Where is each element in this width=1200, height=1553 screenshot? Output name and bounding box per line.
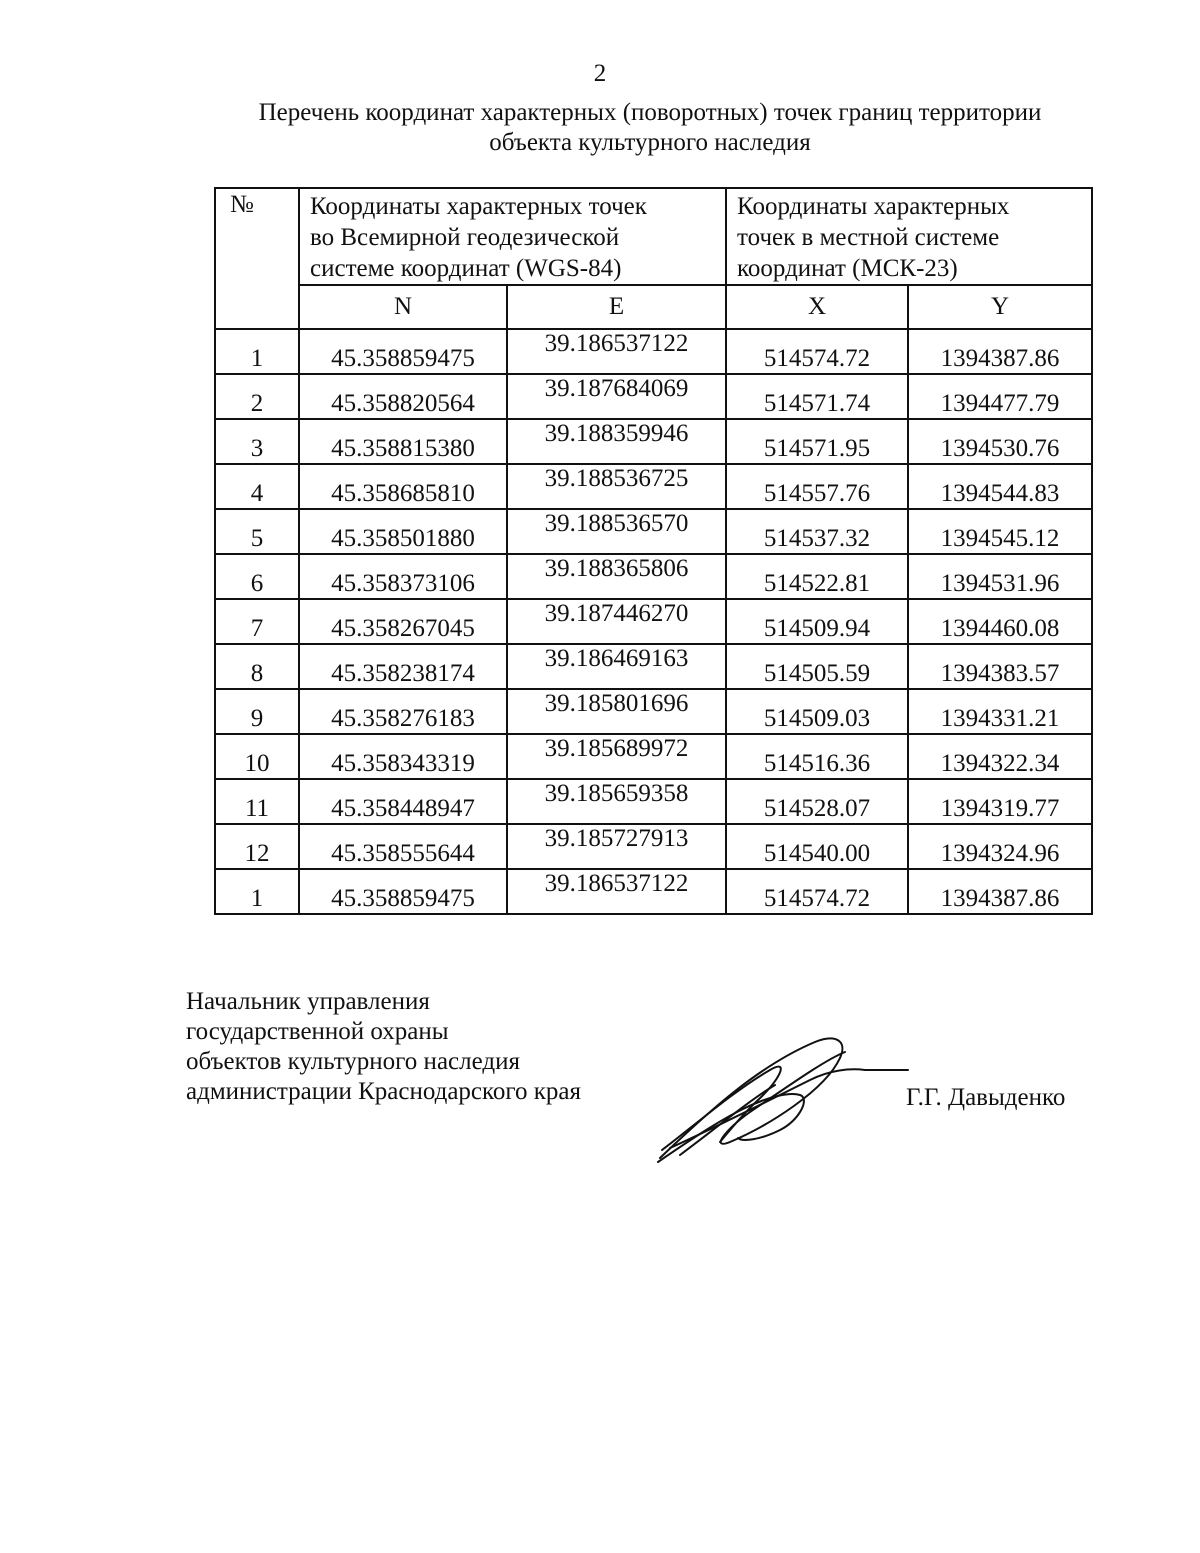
cell-latitude: 45.358685810 <box>299 464 507 509</box>
cell-point-number: 3 <box>215 419 299 464</box>
cell-longitude: 39.187446270 <box>507 599 726 644</box>
cell-latitude: 45.358859475 <box>299 329 507 374</box>
cell-longitude: 39.187684069 <box>507 374 726 419</box>
cell-x: 514557.76 <box>726 464 908 509</box>
cell-y: 1394460.08 <box>908 599 1092 644</box>
cell-longitude: 39.186537122 <box>507 869 726 914</box>
cell-point-number: 11 <box>215 779 299 824</box>
cell-point-number: 2 <box>215 374 299 419</box>
cell-longitude: 39.185689972 <box>507 734 726 779</box>
cell-x: 514574.72 <box>726 329 908 374</box>
cell-x: 514509.03 <box>726 689 908 734</box>
cell-x: 514509.94 <box>726 599 908 644</box>
cell-x: 514537.32 <box>726 509 908 554</box>
header-msk23-line: точек в местной системе <box>737 224 1000 251</box>
header-x: X <box>726 285 908 329</box>
table-row <box>215 554 1092 599</box>
table-body <box>215 329 1092 914</box>
signatory-line: администрации Краснодарского края <box>186 1078 582 1105</box>
table-row <box>215 734 1092 779</box>
cell-point-number: 12 <box>215 824 299 869</box>
handwritten-signature <box>650 1030 910 1170</box>
header-msk23-line: координат (МСК-23) <box>737 255 958 282</box>
header-e: E <box>507 285 726 329</box>
cell-point-number: 8 <box>215 644 299 689</box>
cell-y: 1394319.77 <box>908 779 1092 824</box>
table-row <box>215 779 1092 824</box>
cell-y: 1394545.12 <box>908 509 1092 554</box>
cell-x: 514516.36 <box>726 734 908 779</box>
page-number: 2 <box>593 60 607 87</box>
cell-point-number: 7 <box>215 599 299 644</box>
cell-x: 514522.81 <box>726 554 908 599</box>
cell-point-number: 10 <box>215 734 299 779</box>
signatory-position <box>186 987 581 1107</box>
signatory-name: Г.Г. Давыденко <box>906 1084 1066 1111</box>
cell-latitude: 45.358820564 <box>299 374 507 419</box>
cell-point-number: 5 <box>215 509 299 554</box>
header-wgs84-line: Координаты характерных точек <box>310 193 647 220</box>
cell-y: 1394544.83 <box>908 464 1092 509</box>
cell-longitude: 39.186537122 <box>507 329 726 374</box>
cell-longitude: 39.186469163 <box>507 644 726 689</box>
cell-longitude: 39.188365806 <box>507 554 726 599</box>
signatory-line: Начальник управления <box>186 988 430 1015</box>
coordinates-table <box>214 187 1093 915</box>
header-n: N <box>299 285 507 329</box>
cell-x: 514528.07 <box>726 779 908 824</box>
cell-latitude: 45.358555644 <box>299 824 507 869</box>
cell-point-number: 4 <box>215 464 299 509</box>
cell-y: 1394387.86 <box>908 869 1092 914</box>
header-msk23-line: Координаты характерных <box>737 193 1010 220</box>
table-row <box>215 869 1092 914</box>
cell-longitude: 39.188536570 <box>507 509 726 554</box>
header-number: № <box>215 188 299 329</box>
header-msk23 <box>726 188 1092 285</box>
cell-latitude: 45.358238174 <box>299 644 507 689</box>
cell-latitude: 45.358501880 <box>299 509 507 554</box>
cell-longitude: 39.188359946 <box>507 419 726 464</box>
cell-longitude: 39.185727913 <box>507 824 726 869</box>
cell-latitude: 45.358276183 <box>299 689 507 734</box>
cell-y: 1394331.21 <box>908 689 1092 734</box>
table-row <box>215 419 1092 464</box>
cell-x: 514574.72 <box>726 869 908 914</box>
cell-longitude: 39.185659358 <box>507 779 726 824</box>
title-line-2: объекта культурного наследия <box>489 129 811 156</box>
table-row <box>215 689 1092 734</box>
cell-point-number: 9 <box>215 689 299 734</box>
table-row <box>215 509 1092 554</box>
cell-longitude: 39.185801696 <box>507 689 726 734</box>
cell-point-number: 1 <box>215 329 299 374</box>
cell-x: 514571.74 <box>726 374 908 419</box>
signatory-line: объектов культурного наследия <box>186 1048 520 1075</box>
cell-latitude: 45.358373106 <box>299 554 507 599</box>
cell-x: 514540.00 <box>726 824 908 869</box>
cell-y: 1394477.79 <box>908 374 1092 419</box>
cell-latitude: 45.358343319 <box>299 734 507 779</box>
cell-point-number: 6 <box>215 554 299 599</box>
cell-point-number: 1 <box>215 869 299 914</box>
signatory-line: государственной охраны <box>186 1018 449 1045</box>
table-row <box>215 824 1092 869</box>
document-title <box>200 98 1100 158</box>
cell-x: 514571.95 <box>726 419 908 464</box>
header-wgs84-line: системе координат (WGS-84) <box>310 255 622 282</box>
cell-y: 1394387.86 <box>908 329 1092 374</box>
cell-y: 1394324.96 <box>908 824 1092 869</box>
cell-latitude: 45.358448947 <box>299 779 507 824</box>
table-row <box>215 644 1092 689</box>
cell-y: 1394383.57 <box>908 644 1092 689</box>
cell-latitude: 45.358859475 <box>299 869 507 914</box>
table-row <box>215 374 1092 419</box>
table-row <box>215 464 1092 509</box>
cell-x: 514505.59 <box>726 644 908 689</box>
cell-latitude: 45.358815380 <box>299 419 507 464</box>
title-line-1: Перечень координат характерных (поворотных) точек границ территории <box>258 99 1042 126</box>
header-wgs84-line: во Всемирной геодезической <box>310 224 620 251</box>
cell-y: 1394322.34 <box>908 734 1092 779</box>
table-row <box>215 329 1092 374</box>
cell-latitude: 45.358267045 <box>299 599 507 644</box>
cell-y: 1394531.96 <box>908 554 1092 599</box>
cell-y: 1394530.76 <box>908 419 1092 464</box>
header-wgs84 <box>299 188 726 285</box>
table-row <box>215 599 1092 644</box>
header-y: Y <box>908 285 1092 329</box>
cell-longitude: 39.188536725 <box>507 464 726 509</box>
